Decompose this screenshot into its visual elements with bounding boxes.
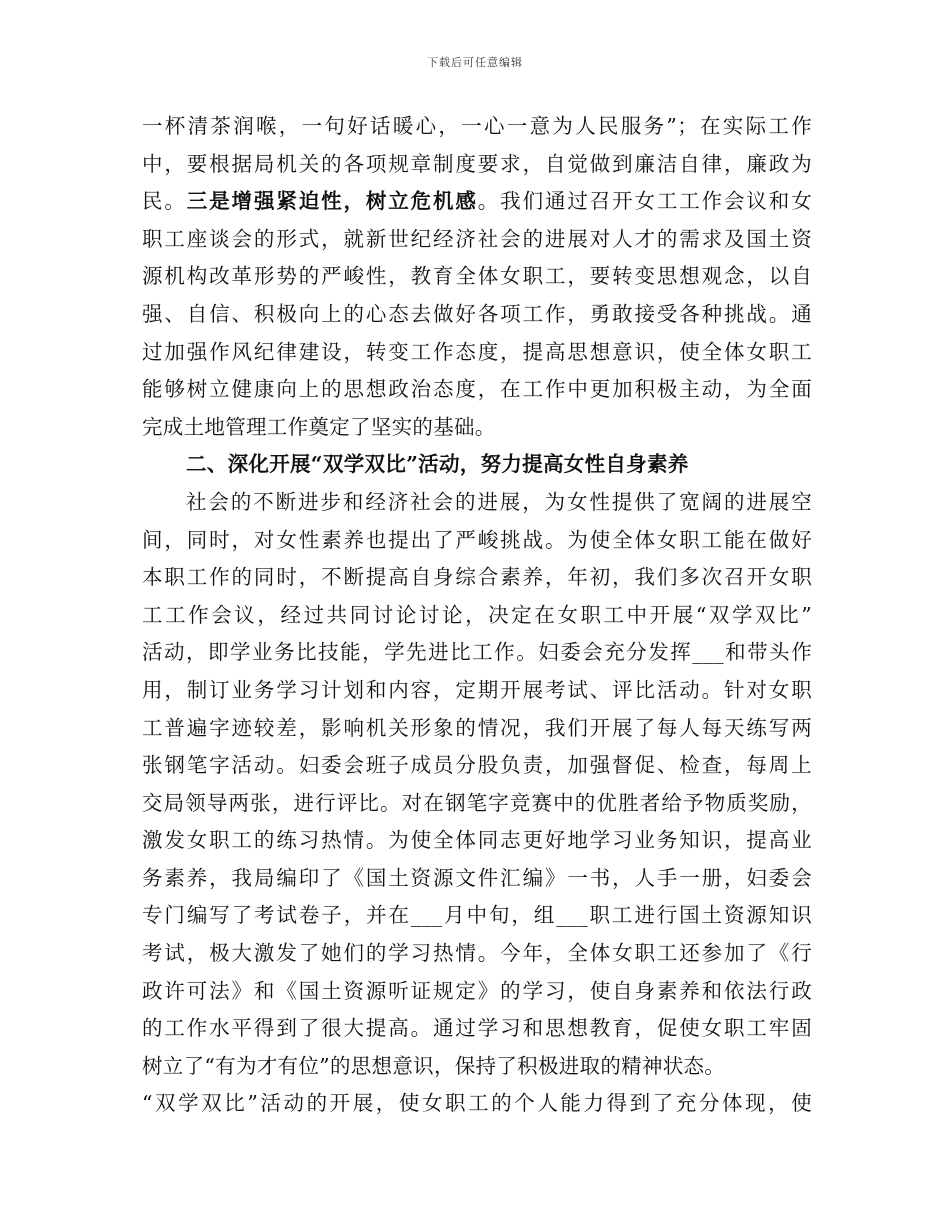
- text-line: 能够树立健康向上的思想政治态度，在工作中更加积极主动，为全面: [142, 377, 812, 402]
- text-line: 专门编写了考试卷子，并在___月中旬，组___职工进行国土资源知识: [142, 903, 812, 928]
- text-line: 工普遍字迹较差，影响机关形象的情况，我们开展了每人每天练写两: [142, 715, 812, 740]
- text-line: 的工作水平得到了很大提高。通过学习和思想教育，促使女职工牢固: [142, 1016, 812, 1041]
- text-line: 职工座谈会的形式，就新世纪经济社会的进展对人才的需求及国土资: [142, 226, 812, 251]
- page-header: 下载后可任意编辑: [427, 56, 523, 69]
- section-heading: 二、深化开展“双学双比”活动，努力提高女性自身素养: [186, 452, 689, 477]
- document-body: [142, 108, 812, 1123]
- text-span: 。我们通过召开女工工作会议和女: [477, 189, 812, 214]
- text-line: [142, 183, 812, 221]
- text-line: 本职工作的同时，不断提高自身综合素养，年初，我们多次召开女职: [142, 565, 812, 590]
- text-line: 交局领导两张，进行评比。对在钢笔字竞赛中的优胜者给予物质奖励，: [142, 790, 812, 815]
- text-line: 间，同时，对女性素养也提出了严峻挑战。为使全体女职工能在做好: [142, 527, 812, 552]
- text-line: “双学双比”活动的开展，使女职工的个人能力得到了充分体现，使: [142, 1091, 812, 1116]
- text-line: 激发女职工的练习热情。为使全体同志更好地学习业务知识，提高业: [142, 828, 812, 853]
- text-line: 考试，极大激发了她们的学习热情。今年，全体女职工还参加了《行: [142, 941, 812, 966]
- text-line: 一杯清茶润喉，一句好话暖心，一心一意为人民服务”；在实际工作: [142, 114, 812, 138]
- text-line: 社会的不断进步和经济社会的进展，为女性提供了宽阔的进展空: [186, 489, 812, 514]
- text-line: 工工作会议，经过共同讨论讨论，决定在女职工中开展“双学双比”: [142, 602, 812, 627]
- text-span: 民。: [142, 189, 187, 214]
- bold-subheading: 三是增强紧迫性，树立危机感: [186, 189, 478, 214]
- text-line: 树立了“有为才有位”的思想意识，保持了积极进取的精神状态。: [142, 1053, 726, 1078]
- text-line: 张钢笔字活动。妇委会班子成员分股负责，加强督促、检查，每周上: [142, 753, 812, 778]
- text-line: 过加强作风纪律建设，转变工作态度，提高思想意识，使全体女职工: [142, 339, 812, 364]
- text-line: 用，制订业务学习计划和内容，定期开展考试、评比活动。针对女职: [142, 677, 812, 702]
- text-line: 强、自信、积极向上的心态去做好各项工作，勇敢接受各种挑战。通: [142, 301, 812, 326]
- text-line: 完成土地管理工作奠定了坚实的基础。: [142, 414, 496, 439]
- paragraph: [142, 108, 812, 446]
- paragraph: [142, 484, 812, 1123]
- text-line: 中，要根据局机关的各项规章制度要求，自觉做到廉洁自律，廉政为: [142, 151, 812, 176]
- text-line: 务素养，我局编印了《国土资源文件汇编》一书，人手一册，妇委会: [142, 865, 812, 890]
- text-line: 活动，即学业务比技能，学先进比工作。妇委会充分发挥___和带头作: [142, 640, 812, 665]
- text-line: 政许可法》和《国土资源听证规定》的学习，使自身素养和依法行政: [142, 978, 812, 1003]
- text-line: 源机构改革形势的严峻性，教育全体女职工，要转变思想观念，以自: [142, 264, 812, 289]
